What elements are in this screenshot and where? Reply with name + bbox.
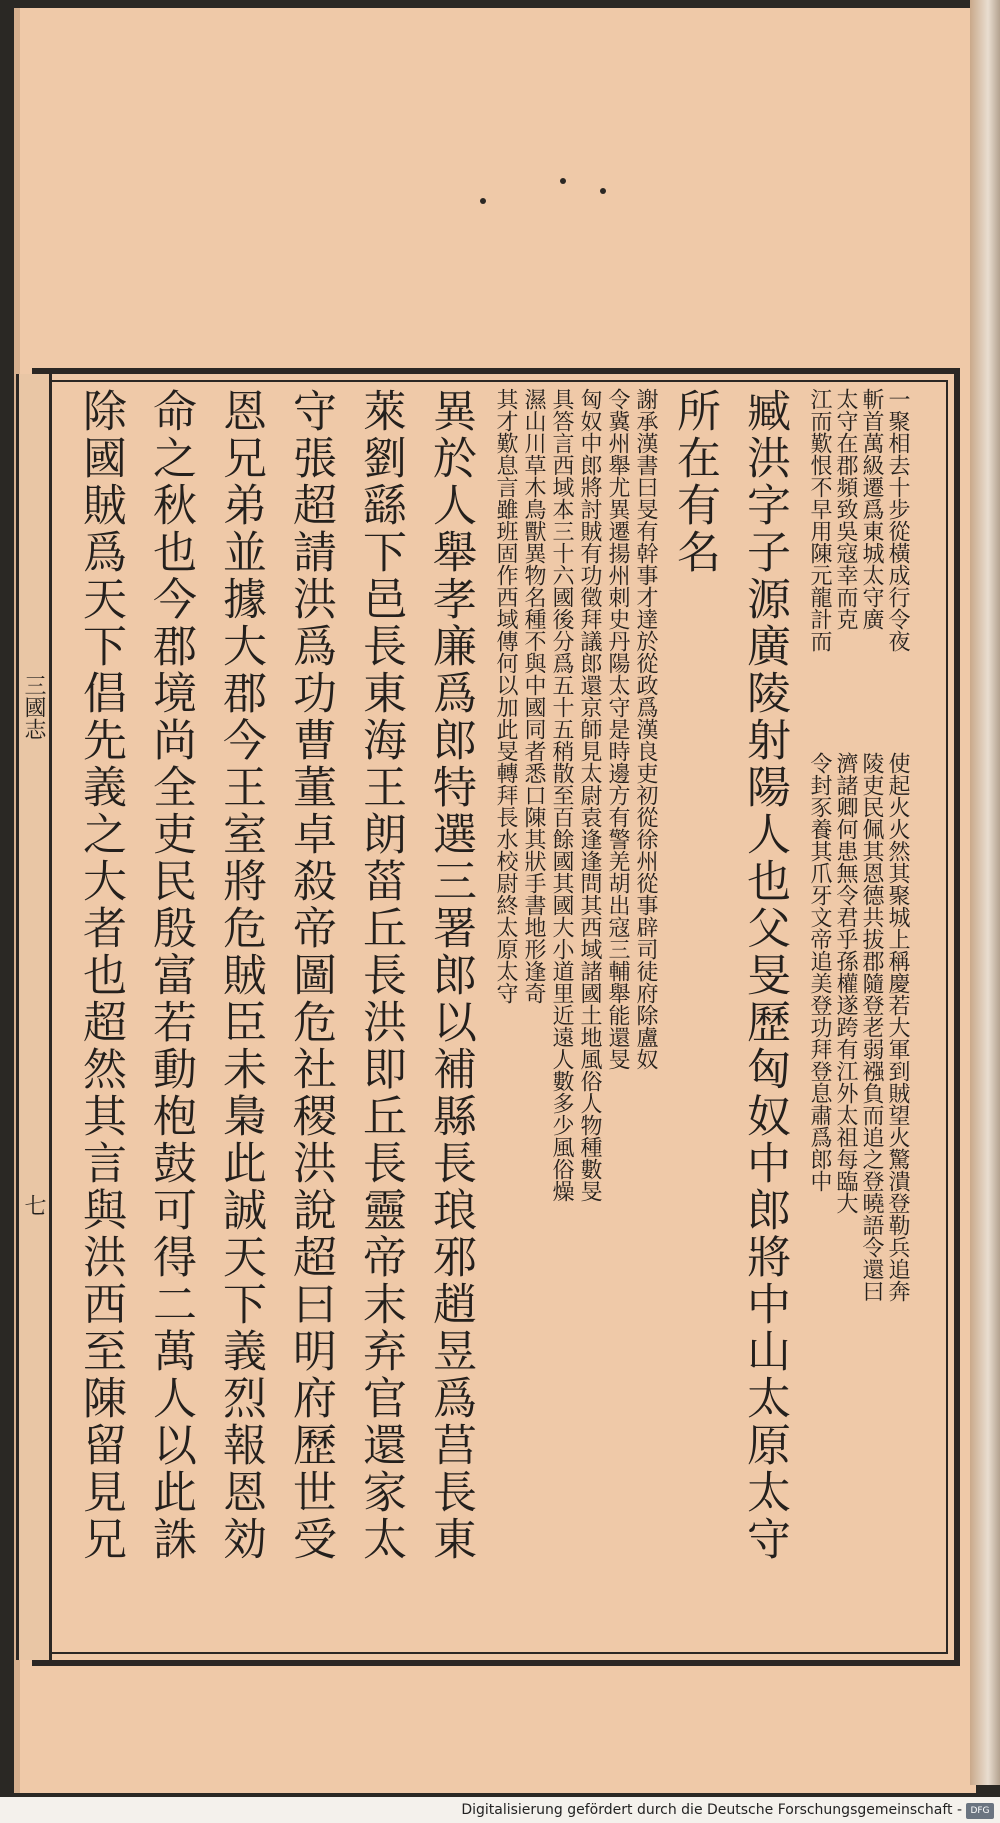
prev-lower-column-2: 陵吏民佩其恩德共拔郡隨登老弱襁負而追之登曉語令還曰 [859, 752, 884, 1302]
strip-title: 三國志 [21, 674, 46, 740]
prev-column-2: 斬首萬級遷爲東城太守廣 [859, 388, 884, 630]
ink-spot [600, 188, 606, 194]
ink-spot [480, 198, 486, 204]
center-fold-strip [16, 374, 46, 1660]
main-column-5: 萊劉繇下邑長東海王朗菑丘長洪即丘長靈帝末弃官還家太 [355, 388, 406, 1563]
dfg-logo: DFG [966, 1803, 994, 1819]
note-column-4: 具答言西域本三十六國後分爲五十五稍散至百餘國其國大小道里近遠人數多少風俗燥 [549, 388, 574, 1202]
center-strip-band [16, 374, 52, 1660]
main-column-zang-hong: 臧洪字子源廣陵射陽人也父旻歷匈奴中郎將中山太原太守 [739, 388, 790, 1563]
prev-lower-column-3: 濟諸卿何患無令君乎孫權遂跨有江外太祖每臨大 [833, 752, 858, 1214]
footer-credit: Digitalisierung gefördert durch die Deutsche Forschungsgemeinschaft - [461, 1802, 962, 1818]
note-column-5: 濕山川草木鳥獸異物名種不與中國同者悉口陳其狀手書地形逢奇 [521, 388, 546, 1004]
prev-lower-column-4: 令封豕養其爪牙文帝追美登功拜登息肅爲郎中 [807, 752, 832, 1192]
note-column-6: 其才歎息言雖班固作西域傳何以加此旻轉拜長水校尉終太原太守 [493, 388, 518, 1004]
prev-column-4: 江而歎恨不早用陳元龍計而 [807, 388, 832, 652]
main-column-6: 異於人舉孝廉爲郎特選三署郎以補縣長琅邪趙昱爲莒長東 [425, 388, 476, 1563]
main-column-4: 守張超請洪爲功曹董卓殺帝圖危社稷洪說超曰明府歷世受 [285, 388, 336, 1563]
main-column-2: 命之秋也今郡境尚全吏民殷富若動枹鼓可得二萬人以此誅 [145, 388, 196, 1563]
main-column-3: 恩兄弟並據大郡今王室將危賊臣未梟此誠天下義烈報恩効 [215, 388, 266, 1563]
main-column-1: 除國賊爲天下倡先義之大者也超然其言與洪西至陳留見兄 [75, 388, 126, 1563]
text-frame [21, 368, 960, 1666]
main-column-so-zai: 所在有名 [669, 388, 720, 576]
note-column-2: 令冀州舉尤異遷揚州刺史丹陽太守是時邊方有警羌胡出寇三輔舉能還旻 [605, 388, 630, 1070]
ink-spot [560, 178, 566, 184]
text-frame-inner [44, 380, 948, 1654]
prev-column-1: 一聚相去十步從橫成行令夜 [885, 388, 910, 652]
strip-page-number: 七 [21, 1194, 46, 1216]
prev-lower-column-1: 使起火火然其聚城上稱慶若大軍到賊望火驚潰登勒兵追奔 [885, 752, 910, 1302]
next-page-edge [970, 0, 1000, 1785]
note-column-3: 匈奴中郎將討賊有功徵拜議郎還京師見太尉袁逢逢問其西域諸國土地風俗人物種數旻 [577, 388, 602, 1202]
footer-bar [0, 1797, 1000, 1823]
note-column-1: 謝承漢書曰旻有幹事才達於從政爲漢良吏初從徐州從事辟司徒府除盧奴 [633, 388, 658, 1070]
prev-column-3: 太守在郡頻致吳寇幸而克 [833, 388, 858, 630]
book-page [14, 8, 976, 1793]
